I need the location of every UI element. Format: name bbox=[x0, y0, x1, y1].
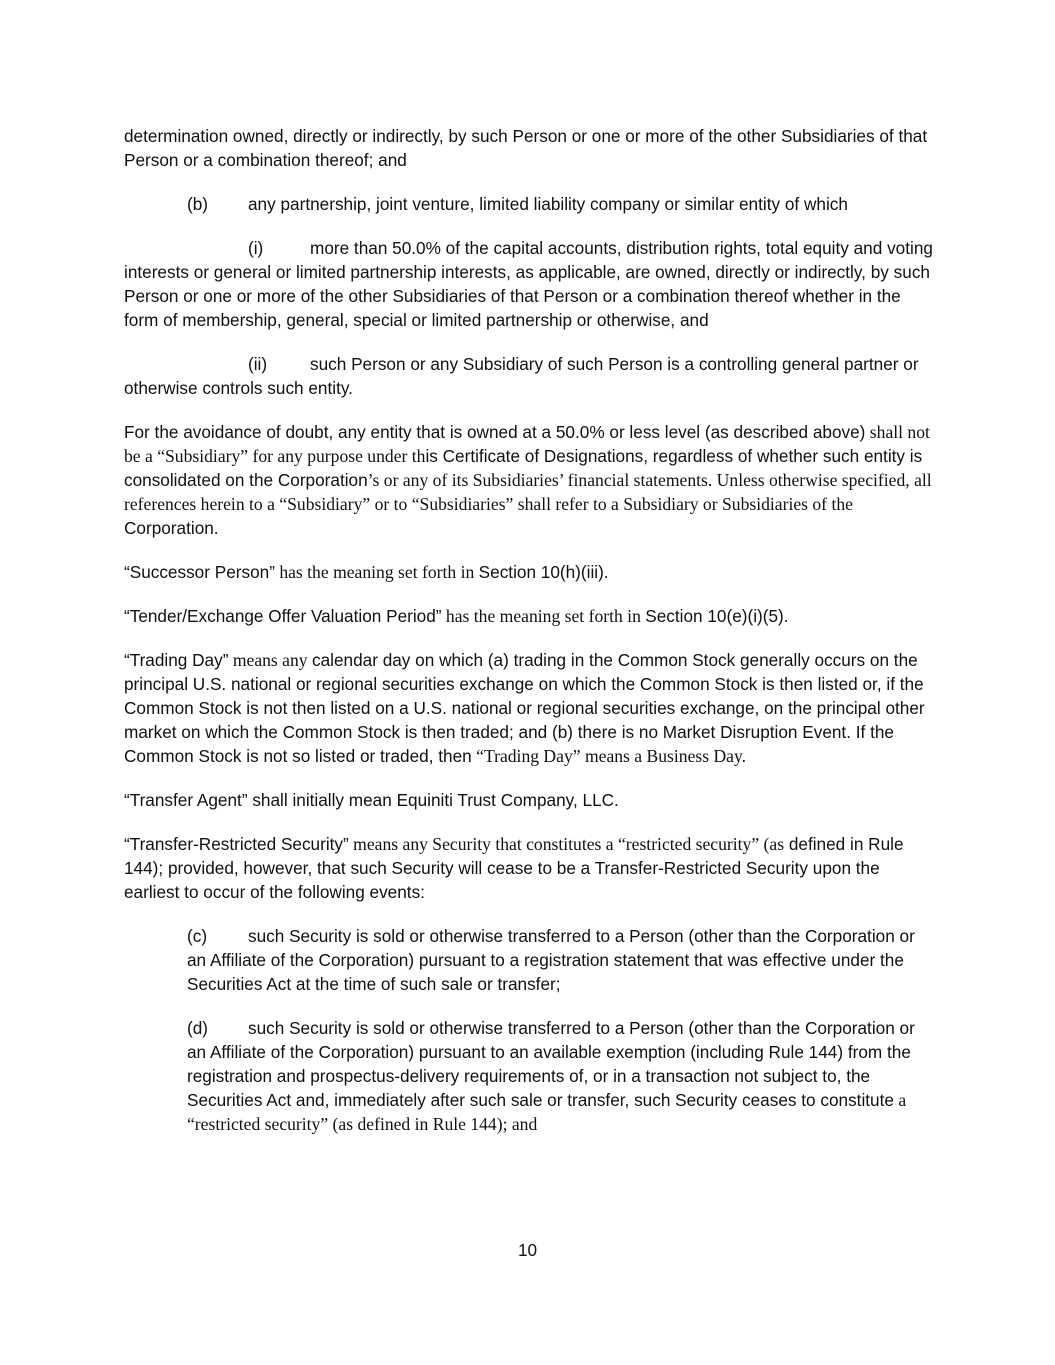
definition-transfer-restricted-security: “Transfer-Restricted Security” means any Security that constitutes a “restricted security” (as defined in Rule 144); provided, however, that such Security will cease to be a Transfer-Restricted Security upon the earliest to occur of the following events: bbox=[124, 834, 904, 902]
definition-transfer-agent: “Transfer Agent” shall initially mean Equiniti Trust Company, LLC. bbox=[124, 790, 619, 810]
paragraph-determination: determination owned, directly or indirectly, by such Person or one or more of the other Subsidiaries of that Person or a combination thereof; and bbox=[124, 126, 928, 170]
clause-ii-label: (ii) bbox=[248, 354, 268, 374]
clause-c-label: (c) bbox=[187, 926, 208, 946]
clause-d: (d) such Security is sold or otherwise transferred to a Person (other than the Corporation or an Affiliate of the Corporation) pursuant to an available exemption (including Rule 144) from the registration and prospectus-delivery requirements of, or in a transaction not subject to, the Securities Act and, immediately after such sale or transfer, such Security ceases to constitute a “restricted security” (as defined in Rule 144); and bbox=[187, 1018, 915, 1134]
clause-d-text: such Security is sold or otherwise transferred to a Person (other than the Corporation or an Affiliate of the Corporation) pursuant to an available exemption (including Rule 144) from the registration and prospectus-delivery requirements of, or in a transaction not subject to, the Securities Act and, immediately after such sale or transfer, such Security ceases to constitute bbox=[187, 1018, 915, 1110]
clause-c bbox=[124, 924, 934, 996]
section-ref: Section 10(h)(iii). bbox=[478, 562, 609, 582]
term-trading-day: “Trading Day” bbox=[124, 650, 229, 670]
document-page bbox=[124, 124, 934, 1156]
term-transfer-restricted-security: “Transfer-Restricted Security” bbox=[124, 834, 349, 854]
definition-tender-exchange: “Tender/Exchange Offer Valuation Period” has the meaning set forth in Section 10(e)(i)(5). bbox=[124, 606, 789, 626]
clause-i bbox=[124, 236, 934, 332]
clause-b-label: (b) bbox=[187, 194, 209, 214]
definition-successor-person: “Successor Person” has the meaning set forth in Section 10(h)(iii). bbox=[124, 562, 609, 582]
clause-b bbox=[124, 192, 934, 216]
clause-d-label: (d) bbox=[187, 1018, 209, 1038]
clause-ii-text: such Person or any Subsidiary of such Person is a controlling general partner or otherwise controls such entity. bbox=[124, 354, 919, 398]
clause-i-text: more than 50.0% of the capital accounts, distribution rights, total equity and voting interests or general or limited partnership interests, as applicable, are owned, directly or indirectly, by such Person or one or more of the other Subsidiaries of that Person or a combination thereof whether in the form of membership, general, special or limited partnership or otherwise, and bbox=[124, 238, 933, 330]
clause-b-text: any partnership, joint venture, limited liability company or similar entity of which bbox=[248, 194, 848, 214]
clause-i-label: (i) bbox=[248, 238, 264, 258]
page-number: 10 bbox=[517, 1240, 538, 1260]
section-ref: Section 10(e)(i)(5). bbox=[645, 606, 789, 626]
paragraph-avoidance: For the avoidance of doubt, any entity that is owned at a 50.0% or less level (as described above) shall not be a “Subsidiary” for any purpose under this Certificate of Designations, regardless of whether such entity is consolidated on the Corporation’s or any of its Subsidiaries’ financial statements. Unless otherwise specified, all references herein to a “Subsidiary” or to “Subsidiaries” shall refer to a Subsidiary or Subsidiaries of the Corporation. bbox=[124, 422, 932, 538]
term-successor-person: “Successor Person” bbox=[124, 562, 275, 582]
definition-trading-day: “Trading Day” means any calendar day on which (a) trading in the Common Stock generally occurs on the principal U.S. national or regional securities exchange on which the Common Stock is then listed or, if the Common Stock is not then listed on a U.S. national or regional securities exchange, on the principal other market on which the Common Stock is then traded; and (b) there is no Market Disruption Event. If the Common Stock is not so listed or traded, then “Trading Day” means a Business Day. bbox=[124, 650, 925, 766]
clause-c-text: such Security is sold or otherwise transferred to a Person (other than the Corporation or an Affiliate of the Corporation) pursuant to a registration statement that was effective under the Securities Act at the time of such sale or transfer; bbox=[187, 926, 915, 994]
term-tender-exchange: “Tender/Exchange Offer Valuation Period” bbox=[124, 606, 442, 626]
clause-ii bbox=[124, 352, 934, 400]
